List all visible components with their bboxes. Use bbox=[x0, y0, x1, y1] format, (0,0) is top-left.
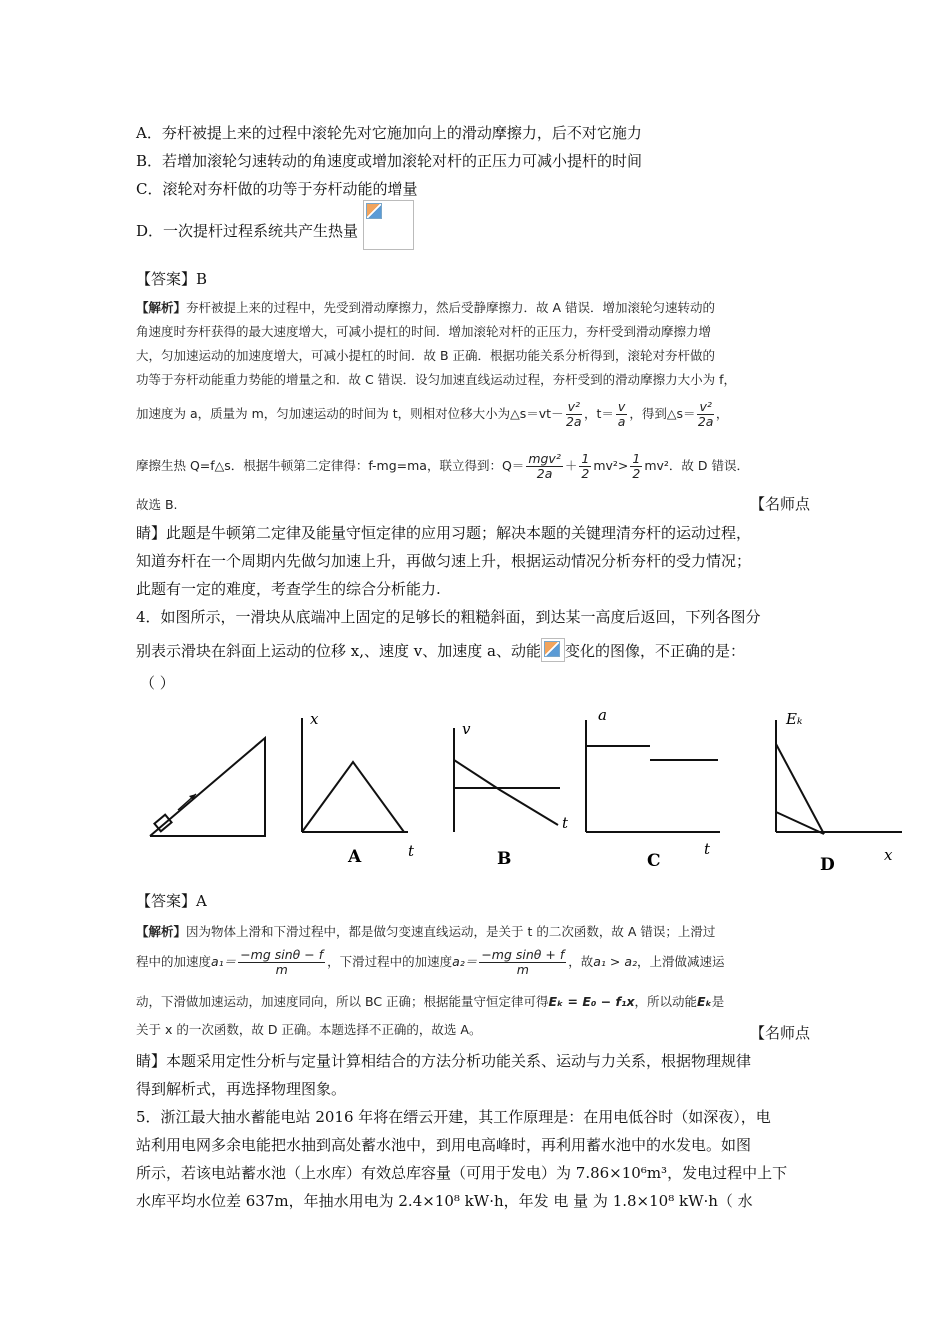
text-seg: 是 bbox=[711, 994, 725, 1009]
formula-a2: a₂＝ bbox=[452, 954, 478, 969]
comment-tag-3: 【名师点 bbox=[749, 495, 810, 513]
analysis-3-line5 bbox=[136, 400, 728, 429]
analysis-3-line3: 大，匀加速运动的加速度增大，可减小提杠的时间．故 B 正确．根据功能关系分析得到，滚轮对夯杆做的 bbox=[136, 348, 716, 363]
graph-d bbox=[776, 720, 902, 834]
analysis-text: 因为物体上滑和下滑过程中，都是做匀变速直线运动，是关于 t 的二次函数，故 A 错误；上滑过 bbox=[186, 924, 716, 939]
denominator: 2a bbox=[697, 414, 714, 429]
graph-b-x-label: t bbox=[562, 814, 569, 832]
question-5-line4: 水库平均水位差 637m，年抽水用电为 2.4×10⁸ kW·h，年发 电 量 为 1.8×10⁸ kW·h（ 水 bbox=[136, 1192, 753, 1210]
fraction-a1 bbox=[238, 948, 325, 977]
question-5-line3: 所示，若该电站蓄水池（上水库）有效总库容量（可用于发电）为 7.86×10⁶m³，发电过程中上下 bbox=[136, 1164, 788, 1182]
graph-a-x-label: t bbox=[408, 842, 415, 860]
graph-d-y-label: Eₖ bbox=[786, 710, 803, 728]
comment-3-line2: 知道夯杆在一个周期内先做匀加速上升，再做匀速上升，根据运动情况分析夯杆的受力情况； bbox=[136, 552, 752, 570]
graph-c-y-label: a bbox=[598, 706, 607, 724]
answer-blank: （ ） bbox=[140, 674, 175, 692]
incline-diagram bbox=[150, 738, 265, 836]
text-seg: mv²．故 D 错误． bbox=[644, 458, 749, 473]
formula-ek: Eₖ bbox=[697, 994, 712, 1009]
text-seg: 变化的图像，不正确的是： bbox=[564, 642, 745, 660]
numerator: 1 bbox=[581, 451, 590, 466]
fraction-v2-2a bbox=[566, 400, 582, 429]
text-seg: ＋ bbox=[564, 458, 578, 473]
analysis-4-line3 bbox=[136, 992, 724, 1010]
option-a: A．夯杆被提上来的过程中滚轮先对它施加向上的滑动摩擦力，后不对它施力 bbox=[136, 124, 642, 142]
denominator: 2a bbox=[536, 466, 553, 481]
comment-3-line3: 此题有一定的难度，考查学生的综合分析能力. bbox=[136, 580, 441, 598]
graph-d-caption: D bbox=[820, 855, 835, 875]
answer-value: A bbox=[196, 892, 207, 910]
analysis-3-line4: 功等于夯杆动能重力势能的增量之和．故 C 错误．设匀加速直线运动过程，夯杆受到的滑动摩擦力大小为 f， bbox=[136, 372, 737, 387]
analysis-3-line2: 角速度时夯杆获得的最大速度增大，可减小提杠的时间．增加滚轮对杆的正压力，夯杆受到滑动摩擦力增 bbox=[136, 324, 712, 339]
option-c: C．滚轮对夯杆做的功等于夯杆动能的增量 bbox=[136, 180, 418, 198]
analysis-4-line4: 关于 x 的一次函数，故 D 正确。本题选择不正确的，故选 A。 bbox=[136, 1022, 482, 1037]
answer-tag: 【答案】 bbox=[136, 892, 197, 910]
denominator: a bbox=[617, 414, 626, 429]
denominator: m bbox=[275, 962, 288, 977]
answer-tag: 【答案】 bbox=[136, 270, 197, 288]
missing-formula-image bbox=[363, 200, 414, 250]
analysis-tag: 【解析】 bbox=[136, 924, 187, 939]
text-seg: 动，下滑做加速运动，加速度同向，所以 BC 正确；根据能量守恒定律可得 bbox=[136, 994, 549, 1009]
comment-4-line2: 得到解析式，再选择物理图象。 bbox=[136, 1080, 347, 1098]
fraction-half-b bbox=[630, 452, 642, 481]
fraction-mgv2-2a bbox=[526, 452, 563, 481]
missing-formula-image bbox=[541, 638, 565, 662]
analysis-tag: 【解析】 bbox=[136, 300, 187, 315]
analysis-4-line1 bbox=[136, 922, 715, 940]
answer-4 bbox=[136, 890, 207, 911]
answer-value: B bbox=[196, 270, 208, 288]
comment-3-line1: 睛】此题是牛顿第二定律及能量守恒定律的应用习题；解决本题的关键理清夯杆的运动过程， bbox=[136, 524, 752, 542]
numerator: −mg sinθ + f bbox=[481, 947, 565, 962]
analysis-3-line7: 故选 B. bbox=[136, 497, 178, 512]
graph-c-x-label: t bbox=[704, 840, 711, 858]
text-seg: ，故 bbox=[568, 954, 594, 969]
graph-b-y-label: v bbox=[462, 720, 471, 738]
formula-energy: Eₖ = E₀ − f₁x bbox=[548, 994, 635, 1009]
fraction-half bbox=[579, 452, 591, 481]
numerator: 1 bbox=[632, 451, 641, 466]
answer-3 bbox=[136, 268, 207, 289]
denominator: 2 bbox=[581, 466, 590, 481]
graph-d-x-label: x bbox=[884, 846, 893, 864]
motion-graphs-figure bbox=[140, 700, 920, 880]
question-5-line2: 站利用电网多余电能把水抽到高处蓄水池中，到用电高峰时，再利用蓄水池中的水发电。如图 bbox=[136, 1136, 752, 1154]
analysis-4-line2 bbox=[136, 948, 725, 977]
text-seg: ，上滑做减速运 bbox=[637, 954, 725, 969]
numerator: v² bbox=[567, 399, 581, 414]
text-seg: ，所以动能 bbox=[634, 994, 698, 1009]
analysis-3-line6 bbox=[136, 452, 749, 481]
question-5-line1: 5．浙江最大抽水蓄能电站 2016 年将在缙云开建，其工作原理是：在用电低谷时（如深夜），电 bbox=[136, 1108, 771, 1126]
text-seg: ，t＝ bbox=[584, 406, 614, 421]
text-seg: 摩擦生热 Q=f△s．根据牛顿第二定律得：f-mg=ma，联立得到：Q＝ bbox=[136, 458, 525, 473]
formula-a1: a₁＝ bbox=[211, 954, 237, 969]
text-seg: ， bbox=[715, 406, 729, 421]
comment-tag-4: 【名师点 bbox=[749, 1024, 810, 1042]
text-seg: 加速度为 a，质量为 m，匀加速运动的时间为 t，则相对位移大小为△s＝vt－ bbox=[136, 406, 564, 421]
fraction-v2-2a-b bbox=[697, 400, 713, 429]
formula-inequality: a₁ > a₂ bbox=[593, 954, 638, 969]
text-seg: 别表示滑块在斜面上运动的位移 x,、速度 v、加速度 a、动能 bbox=[136, 642, 541, 660]
option-d bbox=[136, 220, 414, 250]
text-seg: mv²> bbox=[593, 458, 629, 473]
denominator: m bbox=[516, 962, 529, 977]
numerator: v² bbox=[699, 399, 712, 414]
graph-c-caption: C bbox=[647, 851, 661, 871]
fraction-a2 bbox=[479, 948, 566, 977]
analysis-text: 夯杆被提上来的过程中，先受到滑动摩擦力，然后受静摩擦力．故 A 错误．增加滚轮匀速转动的 bbox=[186, 300, 716, 315]
graph-b bbox=[454, 728, 560, 832]
text-seg: 程中的加速度 bbox=[136, 954, 212, 969]
option-b: B．若增加滚轮匀速转动的角速度或增加滚轮对杆的正压力可减小提杆的时间 bbox=[136, 152, 643, 170]
analysis-3-line1 bbox=[136, 298, 715, 316]
text-seg: ，下滑过程中的加速度 bbox=[327, 954, 453, 969]
text-seg: ，得到△s＝ bbox=[629, 406, 696, 421]
question-4-line2 bbox=[136, 638, 745, 662]
graph-a bbox=[302, 718, 408, 832]
comment-4-line1: 睛】本题采用定性分析与定量计算相结合的方法分析功能关系、运动与力关系，根据物理规律 bbox=[136, 1052, 752, 1070]
graph-a-caption: A bbox=[348, 847, 362, 867]
fraction-v-a bbox=[616, 400, 627, 429]
broken-image-icon bbox=[366, 203, 382, 219]
graph-a-y-label: x bbox=[310, 710, 319, 728]
denominator: 2 bbox=[632, 466, 641, 481]
numerator: mgv² bbox=[528, 451, 561, 466]
option-d-text: D．一次提杆过程系统共产生热量 bbox=[136, 222, 359, 240]
denominator: 2a bbox=[565, 414, 582, 429]
numerator: v bbox=[617, 399, 626, 414]
graph-c bbox=[586, 720, 720, 832]
question-4-line1: 4．如图所示，一滑块从底端冲上固定的足够长的粗糙斜面，到达某一高度后返回，下列各图分 bbox=[136, 608, 761, 626]
graph-b-caption: B bbox=[497, 849, 512, 869]
numerator: −mg sinθ − f bbox=[240, 947, 324, 962]
broken-image-icon bbox=[544, 641, 560, 657]
